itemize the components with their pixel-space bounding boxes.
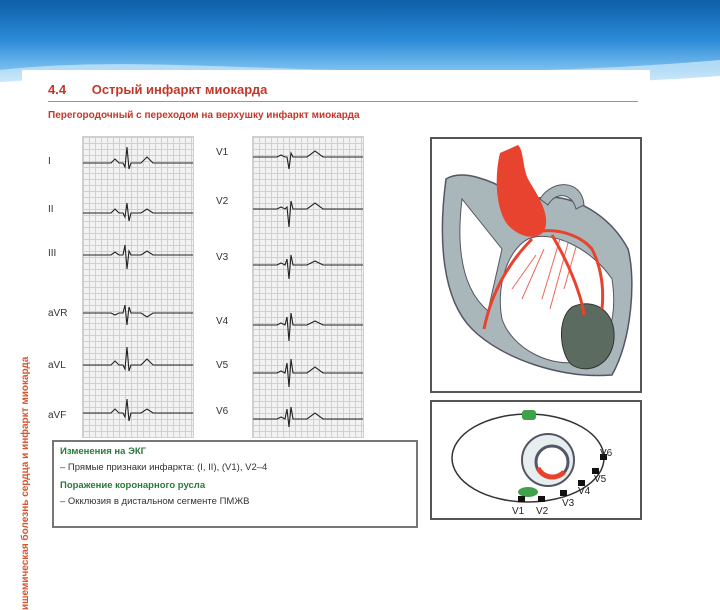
ecg-strip-chest xyxy=(252,136,364,438)
ecg-changes-heading: Изменения на ЭКГ xyxy=(60,446,147,457)
electrode-label-V5: V5 xyxy=(594,474,607,485)
spine-marker xyxy=(522,410,536,420)
page-subtitle: Перегородочный с переходом на верхушку инфаркт миокарда xyxy=(48,110,360,121)
ecg-strip-limb xyxy=(82,136,194,438)
coronary-text: – Окклюзия в дистальном сегменте ПМЖВ xyxy=(60,496,250,507)
lead-label-I: I xyxy=(48,156,51,167)
lead-label-V6: V6 xyxy=(216,406,229,417)
ecg-changes-text: – Прямые признаки инфаркта: (I, II), (V1), V2–4 xyxy=(60,462,268,473)
infarct-zone xyxy=(561,304,614,369)
electrode-label-V4: V4 xyxy=(578,486,591,497)
electrode-label-V2: V2 xyxy=(536,506,549,517)
lead-label-V4: V4 xyxy=(216,316,229,327)
lead-label-V5: V5 xyxy=(216,360,229,371)
section-number: 4.4 xyxy=(48,82,67,97)
lead-label-aVF: aVF xyxy=(48,410,67,421)
side-caption: ишемическая болезнь сердца и инфаркт миокарда xyxy=(20,356,31,610)
lead-label-V3: V3 xyxy=(216,252,229,263)
textbook-page xyxy=(20,70,650,610)
heading-rule xyxy=(48,101,638,102)
lead-label-V1: V1 xyxy=(216,147,229,158)
lead-label-V2: V2 xyxy=(216,196,229,207)
chest-leads-diagram xyxy=(430,400,642,520)
electrode-label-V1: V1 xyxy=(512,506,525,517)
heart-diagram xyxy=(430,137,642,393)
electrode-label-V3: V3 xyxy=(562,498,575,509)
coronary-heading: Поражение коронарного русла xyxy=(60,480,206,491)
lead-label-aVL: aVL xyxy=(48,360,66,371)
findings-box xyxy=(52,440,418,528)
section-heading xyxy=(48,82,267,97)
lead-label-aVR: aVR xyxy=(48,308,68,319)
lead-label-III: III xyxy=(48,248,57,259)
section-title: Острый инфаркт миокарда xyxy=(91,82,268,97)
lead-label-II: II xyxy=(48,204,54,215)
electrode-label-V6: V6 xyxy=(600,448,613,459)
